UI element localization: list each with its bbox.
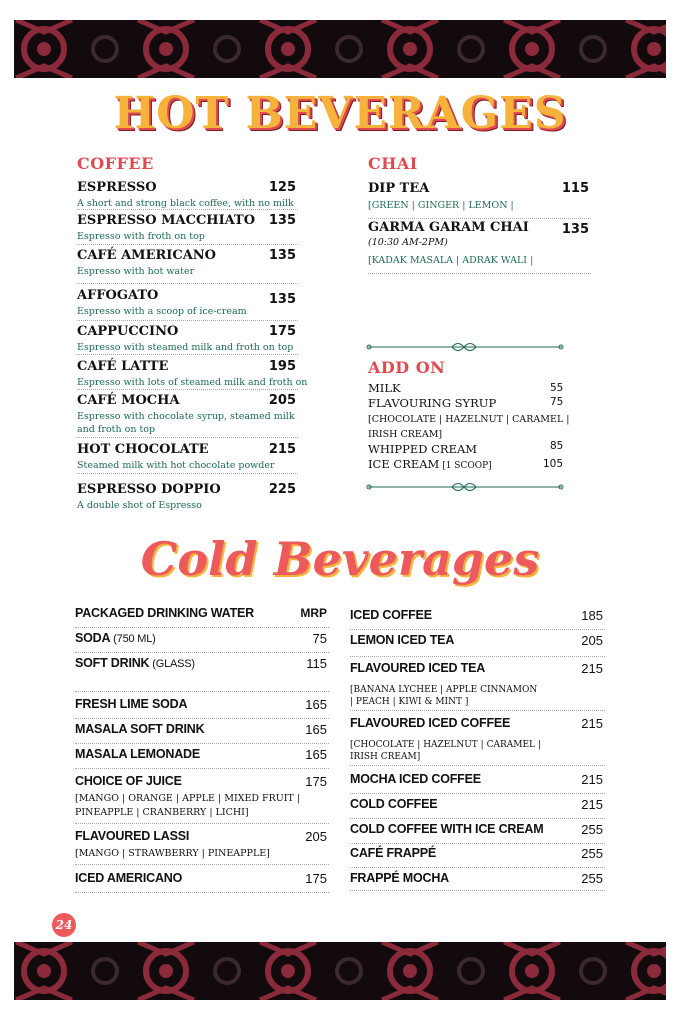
cold-item-price: 165 [305, 697, 327, 712]
coffee-item-name: HOT CHOCOLATE [77, 442, 209, 457]
cold-item-name: FLAVOURED ICED TEA [350, 661, 486, 675]
addon-top-divider [366, 339, 564, 353]
cold-left-item [75, 722, 329, 744]
cold-item-name: CAFÉ FRAPPÉ [350, 846, 437, 860]
addon-item-label: FLAVOURING SYRUP [368, 396, 497, 410]
coffee-item-price: 195 [268, 359, 296, 374]
coffee-item-description: Espresso with steamed milk and froth on top [77, 342, 294, 353]
ornament-tile [382, 20, 483, 78]
cold-item-label: ICED AMERICANO [75, 871, 183, 885]
cold-item-price: 255 [581, 871, 603, 886]
syrup-options-note: IRISH CREAM] [368, 429, 443, 440]
addon-item-price: 75 [550, 396, 564, 408]
addon-heading: ADD ON [368, 358, 446, 377]
coffee-item-description: Espresso with chocolate syrup, steamed milk [77, 411, 295, 422]
coffee-item [77, 324, 298, 355]
cold-item-price: 175 [305, 871, 327, 886]
cold-item-price: 215 [581, 661, 603, 676]
cold-item-name [75, 829, 189, 843]
coffee-item [77, 393, 298, 438]
cold-left-item [75, 656, 329, 692]
ornament-tile [260, 942, 361, 1000]
cold-item-label: MASALA SOFT DRINK [75, 722, 205, 736]
cold-item-label: CHOICE OF JUICE [75, 774, 182, 788]
ornament-tile [16, 942, 117, 1000]
cold-item-name: COLD COFFEE [350, 797, 438, 811]
chai-item [368, 220, 591, 274]
coffee-item-name: AFFOGATO [77, 288, 159, 303]
chai-item-name: GARMA GARAM CHAI [368, 220, 529, 235]
cold-left-item [75, 774, 329, 824]
addon-item-qty: [1 SCOOP] [439, 461, 492, 471]
cold-item-name [75, 631, 156, 645]
cold-item-label: PACKAGED DRINKING WATER [75, 606, 254, 620]
cold-item-price: 215 [581, 797, 603, 812]
coffee-item [77, 248, 298, 284]
chai-item-description: [KADAK MASALA | ADRAK WALI | [368, 255, 534, 266]
addon-item-price: 105 [543, 458, 564, 470]
coffee-item-price: 215 [268, 442, 296, 457]
cold-left-item [75, 697, 329, 719]
cold-left-item [75, 829, 329, 865]
coffee-item-description: A short and strong black coffee, with no milk [77, 198, 294, 209]
ornament-tile [16, 20, 117, 78]
addon-item-label: WHIPPED CREAM [368, 442, 478, 456]
coffee-item-description: A double shot of Espresso [77, 500, 202, 511]
cold-right-item [350, 846, 605, 868]
addon-item-price: 85 [550, 440, 564, 452]
cold-item-name [75, 747, 200, 761]
coffee-item-price: 205 [268, 393, 296, 408]
cold-item-price: 215 [581, 772, 603, 787]
cold-item-price: 205 [305, 829, 327, 844]
coffee-item-name: ESPRESSO MACCHIATO [77, 213, 256, 228]
cold-right-item [350, 661, 605, 711]
cold-item-name: LEMON ICED TEA [350, 633, 455, 647]
cold-item-price: 185 [581, 608, 603, 623]
cold-right-item [350, 822, 605, 844]
coffee-item [77, 359, 308, 390]
chai-heading: CHAI [368, 154, 418, 173]
cold-item-name: MOCHA ICED COFFEE [350, 772, 481, 786]
coffee-item-name: CAFÉ AMERICANO [77, 248, 217, 263]
coffee-item-description: Espresso with a scoop of ice-cream [77, 306, 247, 317]
addon-item-label: ICE CREAM [368, 457, 440, 471]
cold-item-price: 115 [306, 656, 327, 671]
coffee-item [77, 442, 298, 474]
cold-item-description: | PEACH | KIWI & MINT ] [350, 697, 469, 707]
coffee-item-name: ESPRESSO DOPPIO [77, 482, 221, 497]
ornament-tile [138, 942, 239, 1000]
cold-item-label: FRESH LIME SODA [75, 697, 188, 711]
coffee-item-price: 135 [268, 292, 296, 307]
addon-item-price: 55 [550, 382, 564, 394]
cold-item-name [75, 656, 195, 670]
cold-item-description: IRISH CREAM] [350, 752, 421, 762]
cold-item-label: FLAVOURED LASSI [75, 829, 190, 843]
cold-item-price: 215 [581, 716, 603, 731]
cold-right-item [350, 772, 605, 794]
cold-item-label: MASALA LEMONADE [75, 747, 201, 761]
cold-item-name [75, 697, 187, 711]
cold-item-price: 175 [305, 774, 327, 789]
cold-item-price: 165 [305, 722, 327, 737]
addon-bottom-divider [366, 479, 564, 493]
coffee-item [77, 213, 298, 245]
cold-left-item [75, 747, 329, 769]
coffee-item-description: Steamed milk with hot chocolate powder [77, 460, 275, 471]
cold-item-name: COLD COFFEE WITH ICE CREAM [350, 822, 544, 836]
ornament-tile [626, 20, 666, 78]
chai-item-timing: (10:30 AM-2PM) [368, 237, 448, 248]
coffee-item-name: ESPRESSO [77, 180, 157, 195]
coffee-heading: COFFEE [77, 154, 154, 173]
cold-left-item [75, 606, 329, 628]
coffee-item [77, 482, 298, 512]
cold-item-name [75, 606, 254, 620]
addon-item-name [368, 457, 492, 471]
bottom-pattern-band [14, 942, 666, 1000]
cold-item-size: (GLASS) [149, 658, 195, 670]
cold-right-item [350, 797, 605, 819]
ornament-tile [260, 20, 361, 78]
coffee-item-description: Espresso with lots of steamed milk and froth on [77, 377, 308, 388]
cold-item-description: [MANGO | STRAWBERRY | PINEAPPLE] [75, 848, 270, 859]
coffee-item [77, 288, 298, 321]
coffee-item-description: Espresso with hot water [77, 266, 195, 277]
coffee-item-price: 135 [268, 248, 296, 263]
cold-right-item [350, 608, 605, 630]
cold-right-item [350, 633, 605, 657]
coffee-item-price: 225 [268, 482, 296, 497]
cold-right-item [350, 716, 605, 766]
cold-item-price: 255 [581, 846, 603, 861]
cold-item-name: FRAPPÉ MOCHA [350, 871, 449, 885]
addon-item-name [368, 396, 496, 410]
coffee-item-price: 125 [268, 180, 296, 195]
cold-item-name: ICED COFFEE [350, 608, 432, 622]
coffee-item-price: 175 [268, 324, 296, 339]
cold-right-item [350, 871, 605, 891]
cold-left-item [75, 871, 329, 893]
addon-item-label: MILK [368, 381, 401, 395]
cold-item-description: PINEAPPLE | CRANBERRY | LICHI] [75, 807, 249, 818]
ornament-tile [626, 942, 666, 1000]
cold-item-label: SOFT DRINK [75, 656, 150, 670]
ornament-tile [382, 942, 483, 1000]
bottom-band-pattern [14, 942, 666, 1000]
coffee-item-name: CAFÉ MOCHA [77, 393, 180, 408]
ornament-tile [504, 20, 605, 78]
cold-item-description: [BANANA LYCHEE | APPLE CINNAMON [350, 685, 538, 695]
cold-item-price: MRP [300, 606, 327, 620]
chai-item-name: DIP TEA [368, 181, 430, 196]
coffee-item-name: CAPPUCCINO [77, 324, 179, 339]
syrup-options-note: [CHOCOLATE | HAZELNUT | CARAMEL | [368, 414, 570, 425]
hot-beverages-title: HOT BEVERAGES [113, 88, 567, 139]
page-number: 24 [52, 913, 76, 937]
top-pattern-band [14, 20, 666, 78]
cold-beverages-title: Cold Beverages [140, 532, 540, 586]
cold-item-size: (750 ML) [110, 633, 156, 645]
ornament-tile [138, 20, 239, 78]
chai-item [368, 181, 591, 219]
cold-left-item [75, 631, 329, 653]
cold-item-label: SODA [75, 631, 111, 645]
cold-item-name: FLAVOURED ICED COFFEE [350, 716, 511, 730]
top-band-pattern [14, 20, 666, 78]
cold-item-price: 75 [312, 631, 327, 646]
cold-item-name [75, 774, 182, 788]
coffee-item [77, 180, 298, 210]
ornament-tile [504, 942, 605, 1000]
chai-item-description: [GREEN | GINGER | LEMON | [368, 200, 514, 211]
coffee-item-price: 135 [268, 213, 296, 228]
cold-item-description: [MANGO | ORANGE | APPLE | MIXED FRUIT | [75, 793, 301, 804]
cold-item-price: 205 [581, 633, 603, 648]
addon-item-name [368, 381, 401, 395]
cold-item-name [75, 722, 204, 736]
chai-item-price: 135 [561, 222, 589, 237]
cold-item-price: 255 [581, 822, 603, 837]
coffee-item-description: Espresso with froth on top [77, 231, 205, 242]
cold-item-price: 165 [305, 747, 327, 762]
addon-item-name [368, 442, 477, 456]
chai-item-price: 115 [561, 181, 589, 196]
coffee-item-name: CAFÉ LATTE [77, 359, 169, 374]
cold-item-description: [CHOCOLATE | HAZELNUT | CARAMEL | [350, 740, 541, 750]
cold-item-name [75, 871, 182, 885]
coffee-item-description: and froth on top [77, 424, 156, 435]
